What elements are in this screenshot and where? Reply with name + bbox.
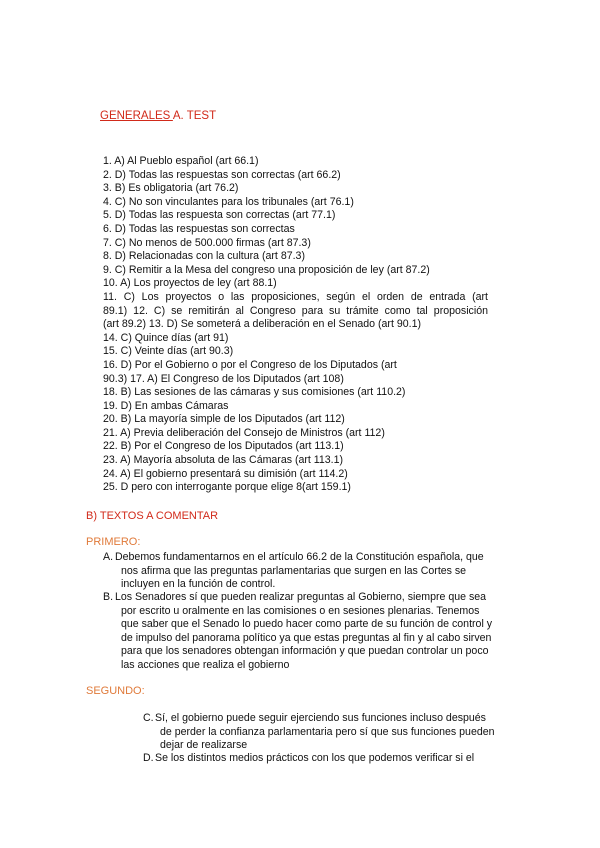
answer-line: 2. D) Todas las respuestas son correctas (art 66.2) (103, 168, 341, 181)
answer-line: 3. B) Es obligatoria (art 76.2) (103, 182, 239, 195)
item-label: D. (143, 752, 154, 764)
primero-heading: PRIMERO: (86, 536, 141, 548)
item-text-line: nos afirma que las preguntas parlamentarias que surgen en las Cortes se (121, 564, 467, 577)
item-text-line: para que los senadores obtengan información y que puedan controlar un poco (121, 645, 489, 658)
item-text-line: incluyen en la función de control. (121, 578, 276, 591)
answer-line: 16. D) Por el Gobierno o por el Congreso de los Diputados (art (103, 358, 397, 371)
item-text-line: Los Senadores sí que pueden realizar preguntas al Gobierno, siempre que sea (115, 591, 487, 603)
answer-line: 5. D) Todas las respuesta son correctas (art 77.1) (103, 209, 336, 222)
item-text-line: Debemos fundamentarnos en el artículo 66.2 de la Constitución española, que (115, 551, 484, 563)
answer-line: 90.3) 17. A) El Congreso de los Diputados (art 108) (103, 372, 344, 385)
answer-line: (art 89.2) 13. D) Se someterá a deliberación en el Senado (art 90.1) (103, 318, 421, 331)
test-answer-list (103, 155, 488, 495)
answer-line: 11. C) Los proyectos o las proposiciones, según el orden de entrada (art (103, 290, 488, 303)
answer-line: 22. B) Por el Congreso de los Diputados (art 113.1) (103, 440, 344, 453)
answer-line: 21. A) Previa deliberación del Consejo de Ministros (art 112) (103, 426, 385, 439)
item-text-line: Sí, el gobierno puede seguir ejerciendo sus funciones incluso después (155, 712, 486, 724)
answer-line: 1. A) Al Pueblo español (art 66.1) (103, 155, 259, 167)
item-label: A. (103, 551, 114, 563)
item-text-line: las acciones que realiza el gobierno (121, 659, 290, 671)
answer-line: 15. C) Veinte días (art 90.3) (103, 345, 234, 358)
item-text-line: por escrito u oralmente en las comisiones o en sesiones plenarias. Tenemos (121, 604, 480, 617)
title-rest-text: A. TEST (172, 110, 217, 122)
answer-line: 14. C) Quince días (art 91) (103, 331, 229, 344)
title-underlined-text: GENERALES (100, 110, 173, 122)
item-label: B. (103, 591, 114, 603)
answer-line: 8. D) Relacionadas con la cultura (art 87.3) (103, 250, 305, 263)
answer-line: 23. A) Mayoría absoluta de las Cámaras (art 113.1) (103, 454, 344, 467)
answer-line: 20. B) La mayoría simple de los Diputados (art 112) (103, 413, 345, 426)
answer-line: 4. C) No son vinculantes para los tribunales (art 76.1) (103, 195, 354, 208)
section-b-title: B) TEXTOS A COMENTAR (86, 510, 219, 522)
item-text-line: de impulso del panorama político ya que estas preguntas al fin y al cabo sirven (121, 631, 492, 644)
answer-line: 24. A) El gobierno presentará su dimisión (art 114.2) (103, 467, 348, 480)
answer-line: 89.1) 12. C) se remitirán al Congreso para su trámite como tal proposición (103, 304, 488, 317)
answer-line: 6. D) Todas las respuestas son correctas (103, 222, 295, 235)
answer-line: 25. D pero con interrogante porque elige 8(art 159.1) (103, 481, 351, 494)
item-text-line: de perder la confianza parlamentaria pero sí que sus funciones pueden (160, 725, 495, 738)
item-text-line: que saber que el Senado lo puedo hacer como parte de su función de control y (121, 618, 493, 631)
item-label: C. (143, 712, 154, 724)
segundo-heading: SEGUNDO: (86, 685, 145, 697)
answer-line: 19. D) En ambas Cámaras (103, 399, 229, 412)
item-text-line: Se los distintos medios prácticos con los que podemos verificar si el (155, 752, 475, 764)
answer-line: 9. C) Remitir a la Mesa del congreso una proposición de ley (art 87.2) (103, 263, 430, 276)
answer-line: 7. C) No menos de 500.000 firmas (art 87.3) (103, 236, 311, 249)
item-text-line: dejar de realizarse (160, 739, 248, 752)
section-a-title (100, 110, 216, 122)
answer-line: 10. A) Los proyectos de ley (art 88.1) (103, 277, 277, 290)
answer-line: 18. B) Las sesiones de las cámaras y sus comisiones (art 110.2) (103, 386, 406, 399)
